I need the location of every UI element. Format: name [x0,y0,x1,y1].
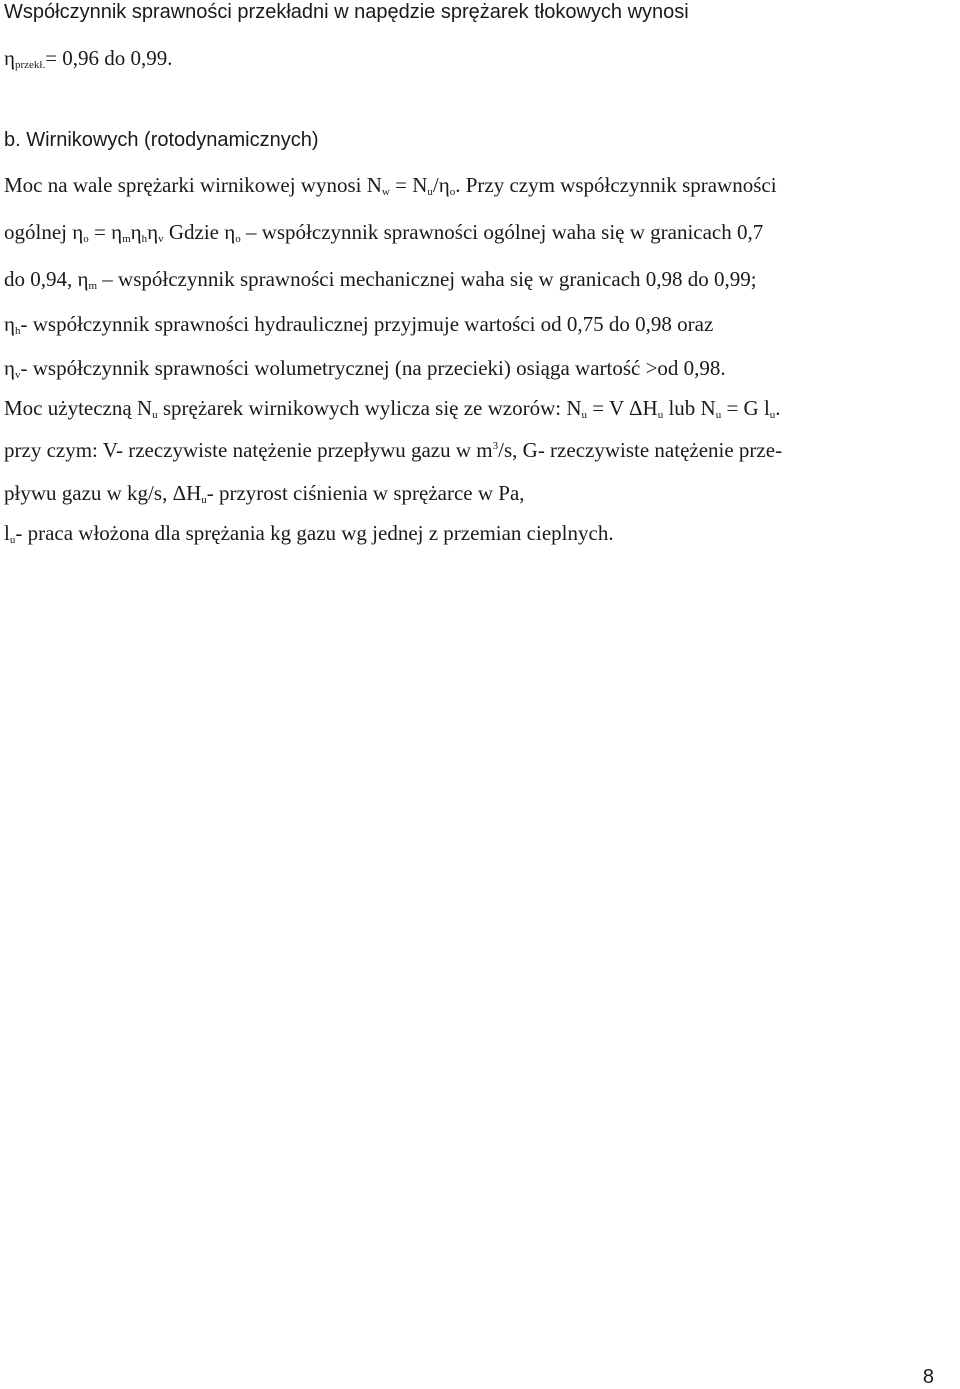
subscript: u [769,409,776,421]
text-run: η [147,220,159,244]
text-run: ogólnej η [4,220,84,244]
text-run: = G l [721,396,770,420]
text-run: /s, G- rzeczywiste natężenie prze- [498,438,783,462]
text-run: - przyrost ciśnienia w sprężarce w Pa, [206,481,525,505]
text-run: b. Wirnikowych (rotodynamicznych) [4,129,319,151]
subscript: u [201,494,207,506]
text-run: Moc na wale sprężarki wirnikowej wynosi N [4,173,382,197]
page-number: 8 [922,1366,934,1388]
text-line-2 [4,46,173,70]
subscript: o [235,233,241,245]
text-run: η [130,220,142,244]
text-run: pływu gazu w kg/s, ΔH [4,481,202,505]
subscript: m [88,280,98,292]
text-line-12 [4,521,614,545]
text-line-6 [4,267,757,291]
text-run: l [4,521,10,545]
subscript: h [14,325,21,337]
text-run: η [4,312,15,336]
subscript: v [158,233,164,245]
subscript: u [427,186,433,198]
subscript: u [715,409,722,421]
text-run: . Przy czym współczynnik sprawności [455,173,777,197]
text-line-8 [4,356,726,380]
subscript: u [152,409,158,421]
text-line-3 [4,128,319,152]
text-run: /η [432,173,450,197]
text-run: - praca włożona dla sprężania kg gazu wg jednej z przemian cieplnych. [15,521,614,545]
text-run: - współczynnik sprawności wolumetrycznej (na przecieki) osiąga wartość >od 0,98. [20,356,726,380]
subscript: u [581,409,588,421]
text-run: η [4,356,15,380]
text-run: = η [88,220,123,244]
text-run: = V ΔH [587,396,658,420]
subscript: h [141,233,148,245]
text-run: - współczynnik sprawności hydraulicznej przyjmuje wartości od 0,75 do 0,98 oraz [20,312,714,336]
subscript: o [449,186,456,198]
text-run: do 0,94, η [4,267,89,291]
text-run: η [4,46,15,70]
subscript: m [122,233,131,245]
subscript: w [381,186,390,198]
text-line-7 [4,312,713,336]
text-line-4 [4,173,777,197]
text-run: lub N [663,396,716,420]
text-run: = 0,96 do 0,99. [45,46,173,70]
text-run: sprężarek wirnikowych wylicza się ze wzorów: N [157,396,582,420]
subscript: u [9,534,16,546]
text-line-1 [4,0,689,24]
subscript: przekł. [14,59,46,71]
text-run: – współczynnik sprawności mechanicznej waha się w granicach 0,98 do 0,99; [97,267,757,291]
text-line-10 [4,438,782,462]
text-run: Moc użyteczną N [4,396,153,420]
text-line-9 [4,396,781,420]
subscript: o [83,233,89,245]
text-run: . [775,396,781,420]
subscript: u [657,409,664,421]
text-run: Współczynnik sprawności przekładni w napędzie sprężarek tłokowych wynosi [4,1,689,23]
superscript: 3 [492,440,499,452]
text-run: Gdzie η [163,220,236,244]
text-line-5 [4,220,763,244]
text-run: – współczynnik sprawności ogólnej waha się w granicach 0,7 [240,220,764,244]
text-run: przy czym: V- rzeczywiste natężenie przepływu gazu w m [4,438,493,462]
text-run: = N [389,173,428,197]
text-line-11 [4,481,525,505]
subscript: v [14,369,21,381]
